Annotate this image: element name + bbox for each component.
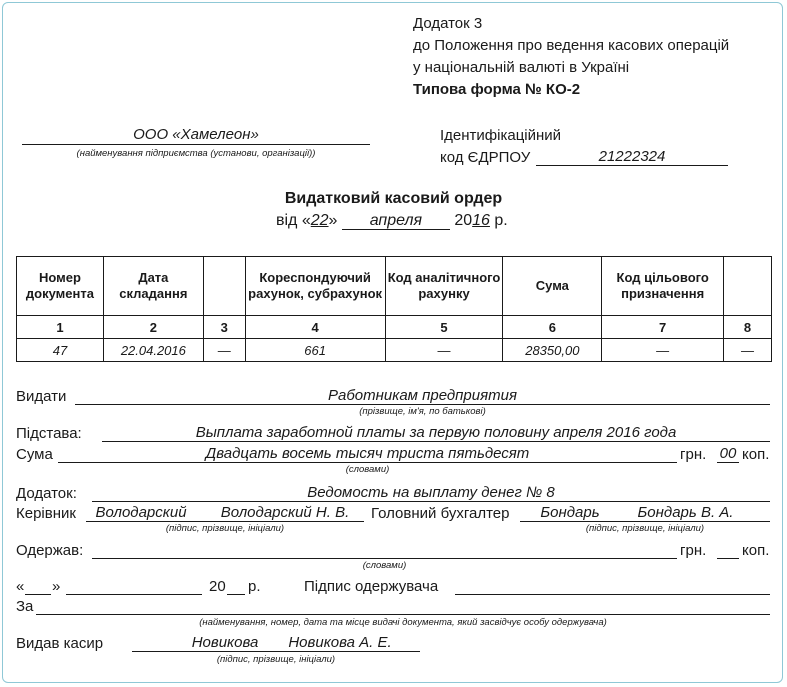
org-line	[22, 144, 370, 145]
table-header	[724, 257, 772, 316]
sum-grn: грн.	[680, 446, 707, 463]
per-caption: (найменування, номер, дата та місце видачі документа, який засвідчує особу одержувача)	[199, 617, 607, 628]
cashier-signature: Новикова	[191, 634, 259, 651]
date-year: 16	[472, 212, 490, 229]
table-cell: 1	[17, 316, 104, 339]
table-cell: —	[203, 339, 245, 362]
issue-caption: (прізвище, ім'я, по батькові)	[359, 406, 486, 417]
recipient-date-open: «	[16, 578, 25, 595]
recipient-sign-label: Підпис одержувача	[304, 578, 439, 595]
sum-value: Двадцать восемь тысяч триста пятьдесят	[205, 445, 530, 462]
recipient-year: 20	[209, 578, 226, 595]
received-label: Одержав:	[16, 542, 84, 559]
recipient-sign-line	[455, 594, 770, 595]
sum-kop-value: 00	[719, 445, 737, 462]
head-signature: Володарский	[95, 504, 187, 521]
accountant-name: Бондарь В. А.	[637, 504, 734, 521]
recipient-date-close: »	[52, 578, 61, 595]
table-cell: —	[724, 339, 772, 362]
table-cell: 22.04.2016	[103, 339, 203, 362]
edrpou-value: 21222324	[598, 148, 666, 165]
order-title: Видатковий касовий ордер	[284, 190, 503, 207]
received-line	[92, 558, 677, 559]
received-grn: грн.	[680, 542, 707, 559]
table-cell: 28350,00	[503, 339, 602, 362]
table-cell: 8	[724, 316, 772, 339]
table-cell: 661	[245, 339, 385, 362]
sum-label: Сума	[16, 446, 53, 463]
per-label: За	[16, 598, 34, 615]
issue-value: Работникам предприятия	[328, 387, 517, 404]
table-header-row	[17, 257, 772, 316]
date-day: 22	[310, 212, 329, 229]
sum-kop: коп.	[742, 446, 770, 463]
form-number: Типова форма № КО-2	[413, 81, 581, 98]
order-date: від «22» апреля 2016 р.	[276, 212, 508, 229]
recipient-month-line	[66, 594, 202, 595]
head-caption: (підпис, прізвище, ініціали)	[165, 523, 285, 534]
table-header: Сума	[503, 257, 602, 316]
cashier-caption: (підпис, прізвище, ініціали)	[216, 654, 336, 665]
received-caption: (словами)	[362, 560, 407, 571]
basis-label: Підстава:	[16, 425, 82, 442]
table-header: Код аналітичного рахунку	[385, 257, 503, 316]
table-cell: 2	[103, 316, 203, 339]
cashier-label: Видав касир	[16, 635, 104, 652]
sum-caption: (словами)	[345, 464, 390, 475]
table-header: Кореспондуючий рахунок, субрахунок	[245, 257, 385, 316]
table-cell: 7	[602, 316, 724, 339]
attachment-value: Ведомость на выплату денег № 8	[307, 484, 555, 501]
received-kop-line	[717, 558, 739, 559]
per-line	[36, 614, 770, 615]
appendix-line2: до Положення про ведення касових операцій	[413, 37, 730, 54]
table-header: Код цільового призначення	[602, 257, 724, 316]
recipient-year-end: р.	[248, 578, 261, 595]
table-cell: 5	[385, 316, 503, 339]
recipient-day-line	[25, 594, 51, 595]
table-cell: —	[602, 339, 724, 362]
head-label: Керівник	[16, 505, 76, 522]
date-month: апреля	[342, 212, 450, 230]
org-name: ООО «Хамелеон»	[133, 126, 259, 143]
cashier-name: Новикова А. Е.	[288, 634, 392, 651]
accountant-label: Головний бухгалтер	[371, 505, 510, 522]
recipient-year-line	[227, 594, 245, 595]
basis-value: Выплата заработной платы за первую половину апреля 2016 года	[195, 424, 677, 441]
order-table	[16, 256, 772, 362]
table-cell: 3	[203, 316, 245, 339]
issue-label: Видати	[16, 388, 67, 405]
table-header	[203, 257, 245, 316]
table-cell: 6	[503, 316, 602, 339]
accountant-signature: Бондарь	[540, 504, 600, 521]
table-header: Дата складання	[103, 257, 203, 316]
appendix-line3: у національній валюті в Україні	[413, 59, 630, 76]
head-name: Володарский Н. В.	[220, 504, 350, 521]
table-row	[17, 339, 772, 362]
table-cell: 4	[245, 316, 385, 339]
edrpou-label2: код ЄДРПОУ	[440, 149, 531, 166]
table-row	[17, 316, 772, 339]
edrpou-label1: Ідентифікаційний	[440, 127, 562, 144]
received-kop: коп.	[742, 542, 770, 559]
sum-kop-line	[717, 462, 739, 463]
appendix-line1: Додаток 3	[413, 15, 483, 32]
accountant-caption: (підпис, прізвище, ініціали)	[585, 523, 705, 534]
edrpou-line	[536, 165, 728, 166]
table-cell: 47	[17, 339, 104, 362]
org-caption: (найменування підприємства (установи, організації))	[76, 148, 316, 159]
table-header: Номер документа	[17, 257, 104, 316]
attachment-label: Додаток:	[16, 485, 77, 502]
table-cell: —	[385, 339, 503, 362]
